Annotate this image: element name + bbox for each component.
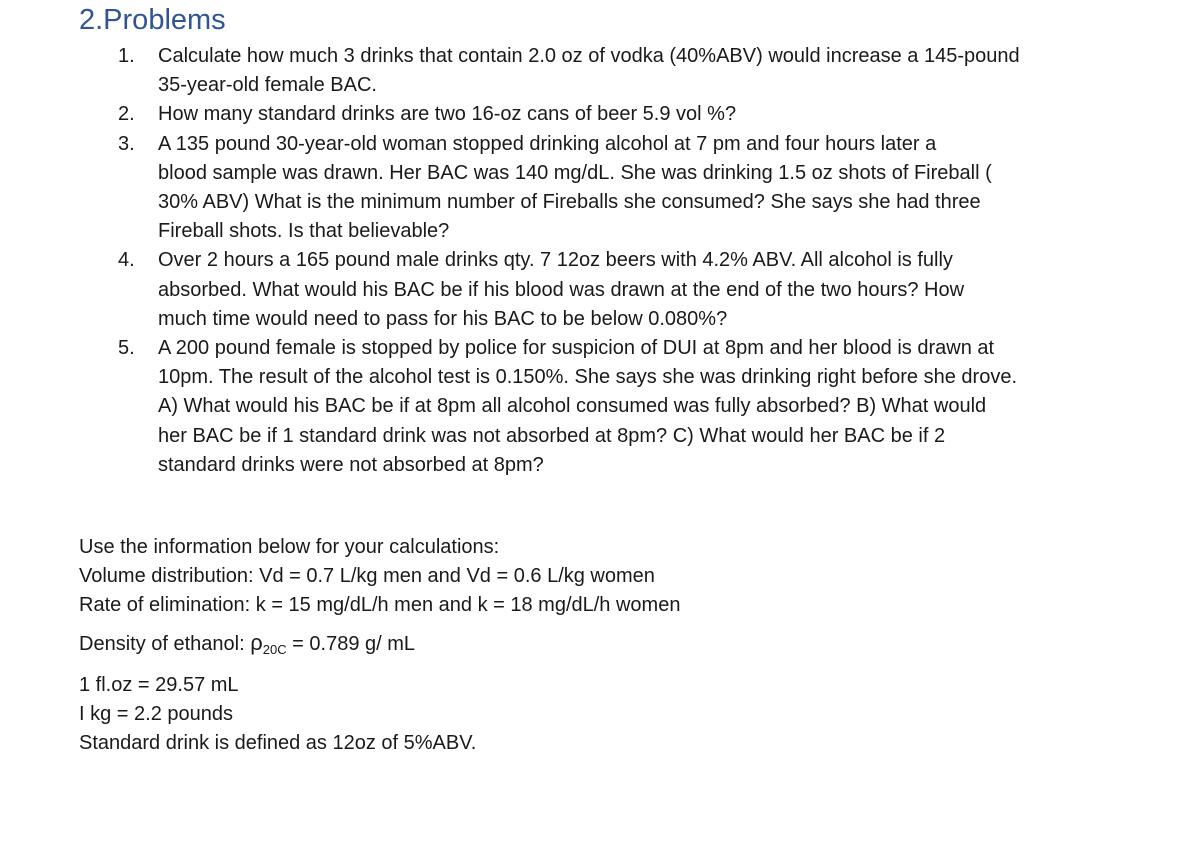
- problem-line: standard drinks were not absorbed at 8pm?: [158, 453, 544, 476]
- density-label: Density of ethanol:: [79, 632, 251, 655]
- problem-text: [158, 334, 1119, 480]
- ethanol-density: [79, 628, 1139, 664]
- problem-line: A) What would his BAC be if at 8pm all alcohol consumed was fully absorbed? B) What would: [158, 395, 987, 418]
- problem-line: Fireball shots. Is that believable?: [158, 220, 450, 243]
- problem-line: How many standard drinks are two 16-oz cans of beer 5.9 vol %?: [158, 103, 737, 126]
- problem-line: 35-year-old female BAC.: [158, 74, 377, 97]
- problem-number: 5.: [118, 337, 135, 360]
- problem-line: 10pm. The result of the alcohol test is 0.150%. She says she was drinking right before she drove.: [158, 366, 1017, 389]
- problem-line: absorbed. What would his BAC be if his blood was drawn at the end of the two hours? How: [158, 278, 965, 301]
- problem-line: Calculate how much 3 drinks that contain 2.0 oz of vodka (40%ABV) would increase a 145-pound: [158, 45, 1020, 67]
- problem-line: A 135 pound 30-year-old woman stopped drinking alcohol at 7 pm and four hours later a: [158, 132, 937, 155]
- page-title: 2.Problems: [79, 4, 226, 36]
- problem-line: her BAC be if 1 standard drink was not absorbed at 8pm? C) What would her BAC be if 2: [158, 424, 946, 447]
- density-subscript: 20C: [262, 641, 287, 657]
- problem-item-3: [0, 130, 1179, 247]
- problem-item-4: [0, 246, 1179, 334]
- problem-line: A 200 pound female is stopped by police for suspicion of DUI at 8pm and her blood is drawn at: [158, 337, 995, 360]
- problem-text: [158, 130, 1119, 247]
- problem-line: 30% ABV) What is the minimum number of Fireballs she consumed? She says she had three: [158, 191, 981, 214]
- kg-conversion: I kg = 2.2 pounds: [79, 703, 234, 726]
- problem-line: Over 2 hours a 165 pound male drinks qty. 7 12oz beers with 4.2% ABV. All alcohol is fully: [158, 249, 953, 272]
- problem-item-2: [0, 100, 1179, 129]
- problem-list: [0, 42, 1179, 480]
- problem-number: 4.: [118, 249, 135, 272]
- floz-conversion: 1 fl.oz = 29.57 mL: [79, 673, 239, 696]
- volume-distribution: Volume distribution: Vd = 0.7 L/kg men and Vd = 0.6 L/kg women: [79, 565, 655, 588]
- problem-item-1: [0, 42, 1179, 100]
- problem-text: [158, 246, 1119, 334]
- problem-number: 2.: [118, 103, 135, 126]
- reference-info: [79, 533, 1139, 758]
- problem-text: [158, 100, 1119, 129]
- problem-number: 1.: [118, 45, 135, 67]
- density-value: = 0.789 g/ mL: [286, 632, 416, 655]
- problem-line: much time would need to pass for his BAC to be below 0.080%?: [158, 307, 728, 330]
- problem-line: blood sample was drawn. Her BAC was 140 mg/dL. She was drinking 1.5 oz shots of Fireball (: [158, 161, 992, 184]
- problem-text: [158, 42, 1119, 100]
- problem-item-5: [0, 334, 1179, 480]
- standard-drink-definition: Standard drink is defined as 12oz of 5%ABV.: [79, 732, 477, 755]
- elimination-rate: Rate of elimination: k = 15 mg/dL/h men and k = 18 mg/dL/h women: [79, 594, 681, 617]
- info-intro: Use the information below for your calculations:: [79, 536, 500, 558]
- density-symbol: ρ: [250, 629, 263, 655]
- problem-number: 3.: [118, 132, 135, 155]
